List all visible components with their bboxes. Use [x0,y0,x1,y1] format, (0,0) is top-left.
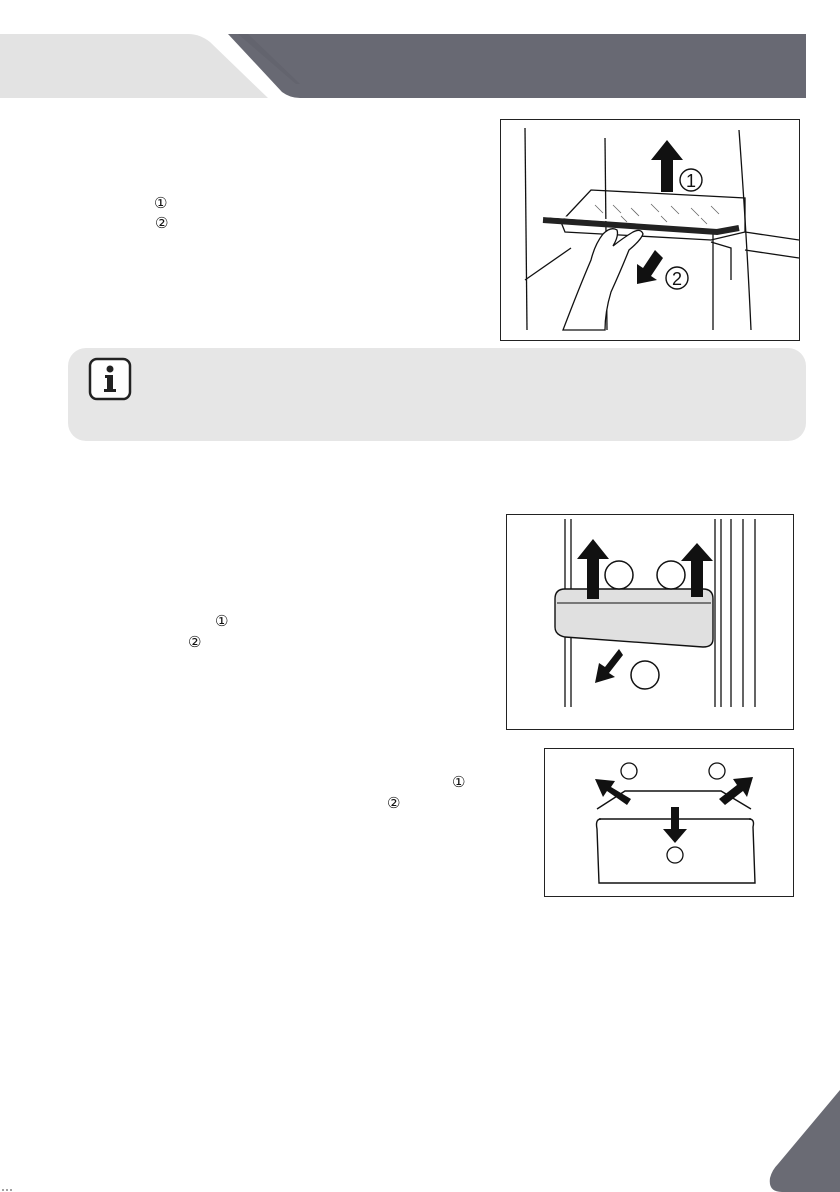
shelf-removal-figure [500,119,800,341]
drawer-circle-2 [709,763,725,779]
shelf-step-1-marker: ① [154,194,168,212]
info-icon [88,357,132,401]
drawer-circle-1 [621,763,637,779]
header-band [0,0,840,110]
header-bar-dark [228,34,806,98]
drawer-step-1-marker: ① [452,773,466,791]
drawer-removal-figure [544,748,794,897]
bin-step-2-marker: ② [188,633,202,651]
info-note-box [68,348,806,441]
door-bin-removal-figure [506,514,794,730]
drawer-circle-3 [667,847,683,863]
crop-mark [0,1180,20,1192]
shelf-step-2-marker: ② [155,214,169,232]
bin-circle-1 [605,561,633,589]
shelf-label-up: 1 [685,171,697,191]
header-tab-light [0,34,268,98]
shelf-label-out: 2 [671,269,683,289]
bin-circle-3 [631,661,659,689]
page-corner-tab [760,1090,840,1192]
drawer-step-2-marker: ② [387,794,401,812]
bin-step-1-marker: ① [215,612,229,630]
bin-circle-2 [657,561,685,589]
